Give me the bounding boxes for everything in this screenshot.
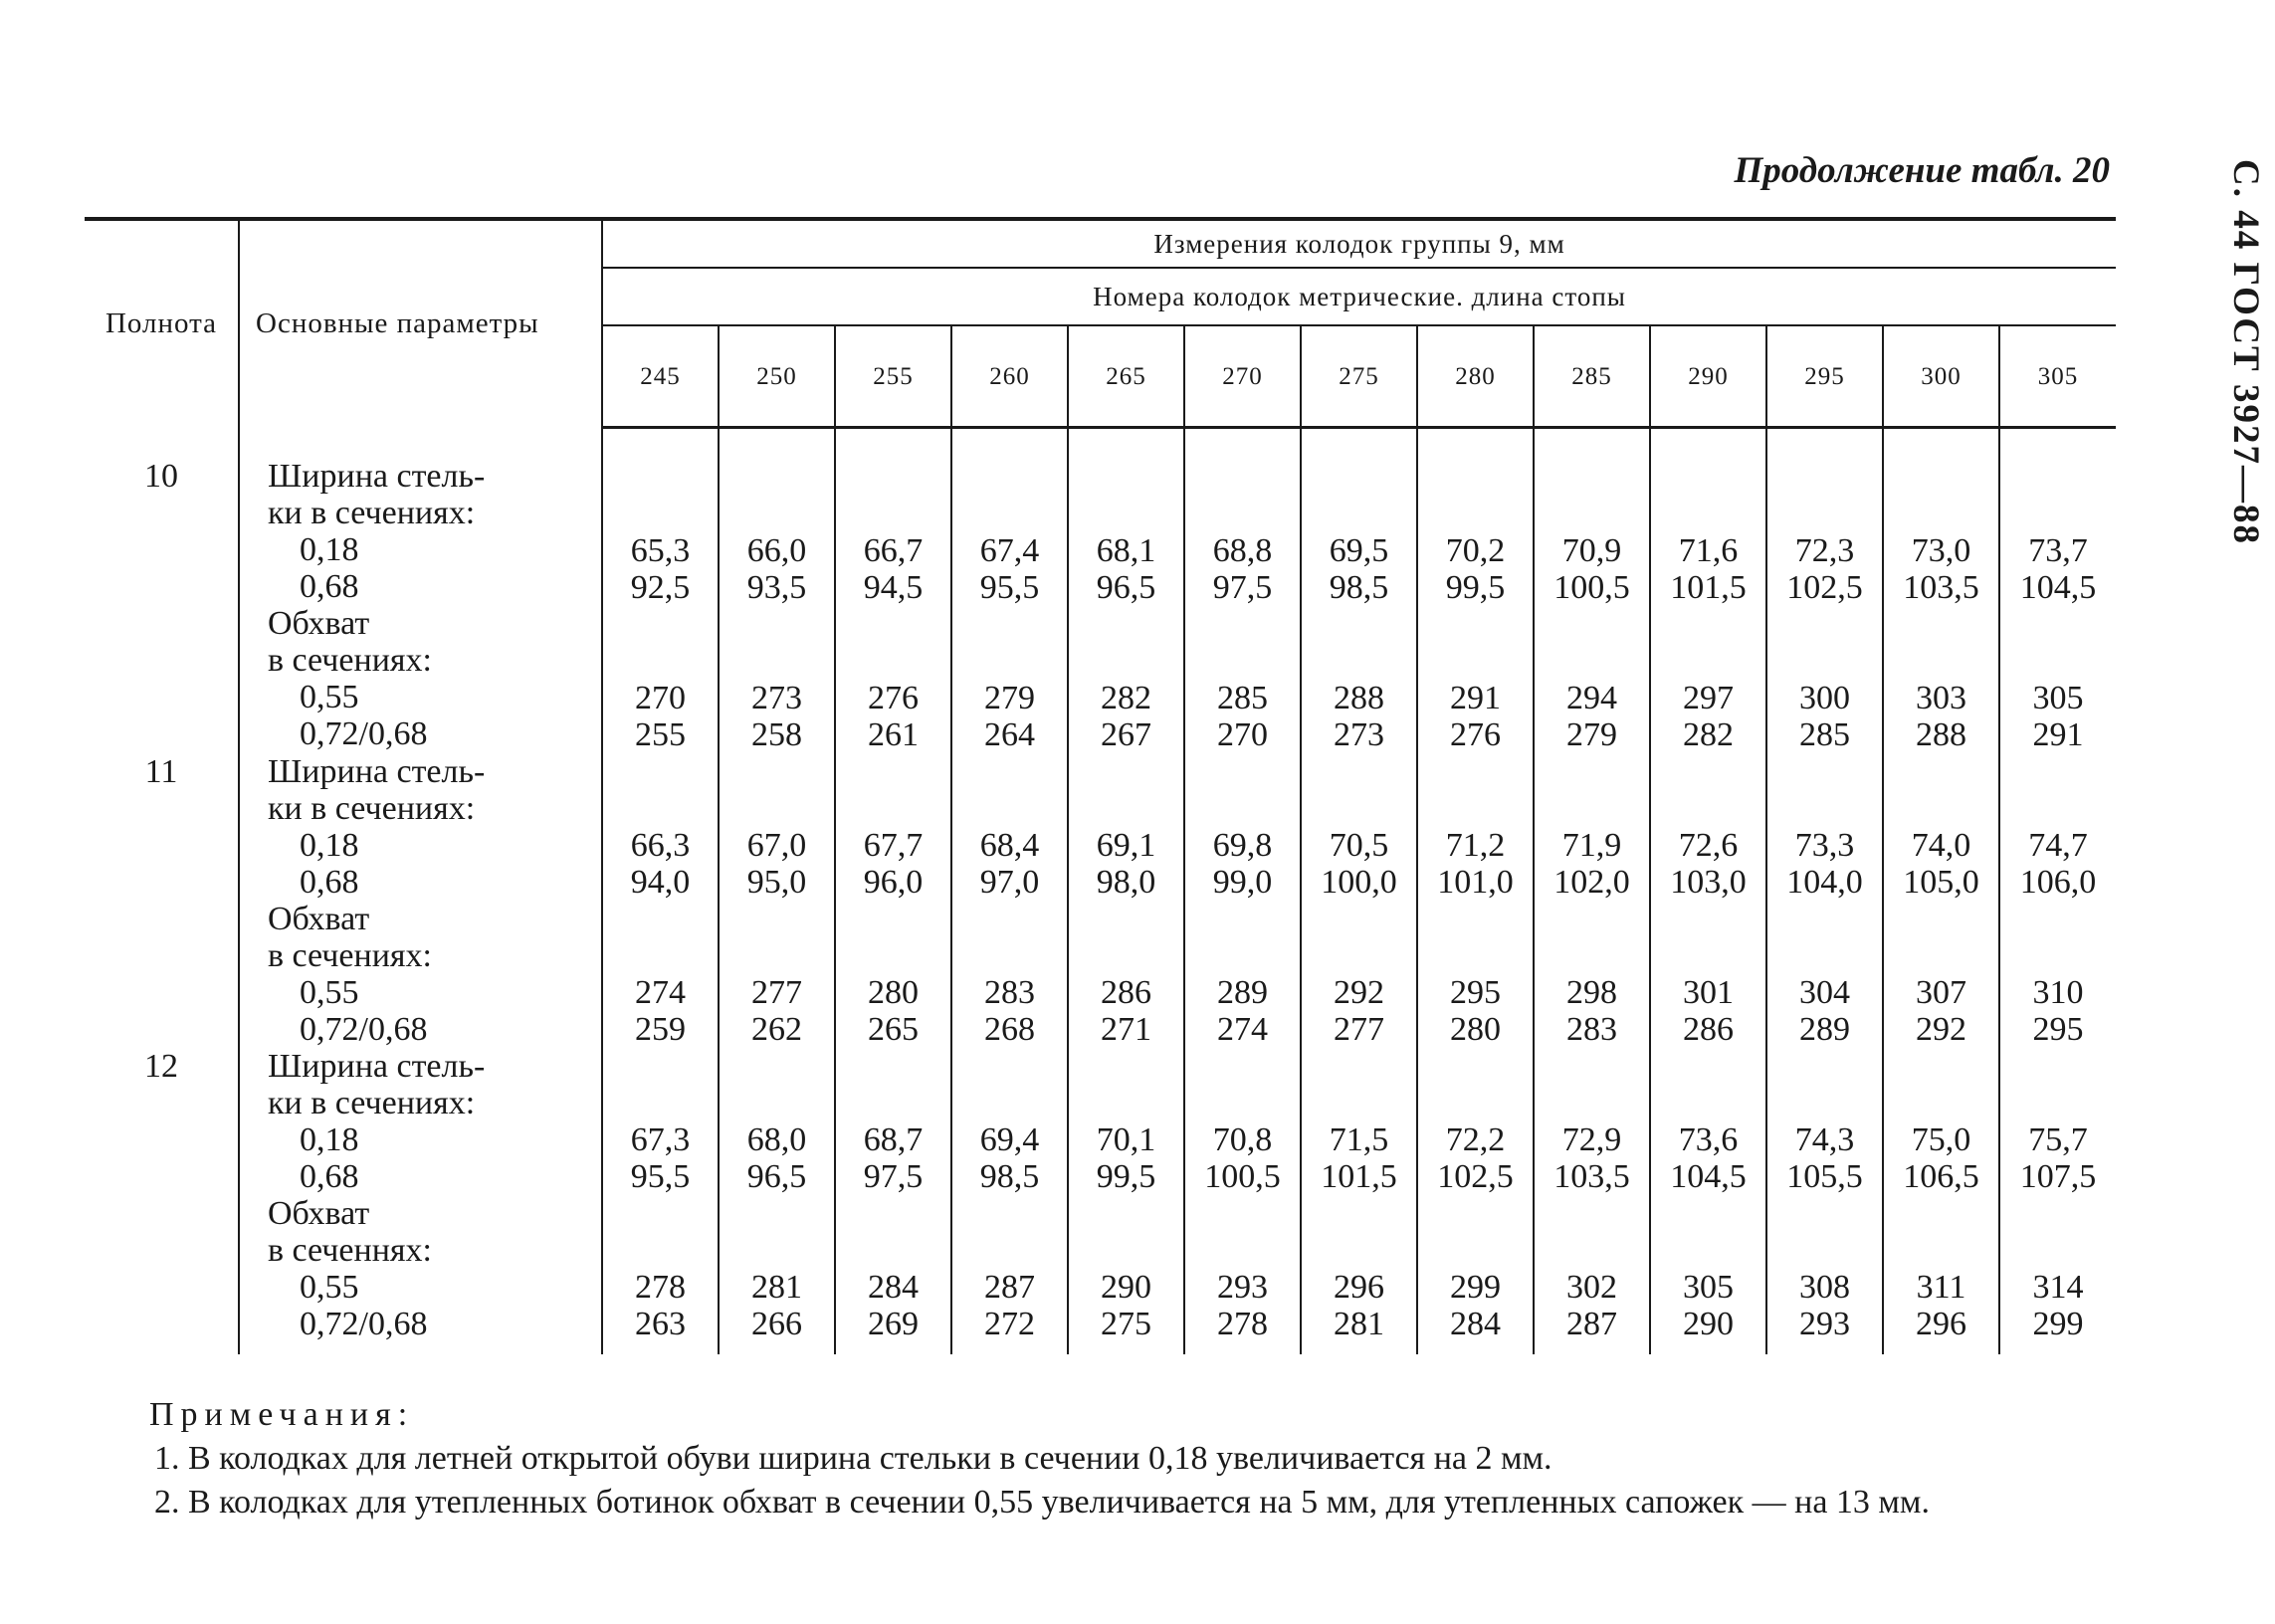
value: 93,5: [746, 569, 807, 606]
value-cell: [835, 753, 951, 1048]
value: 97,5: [863, 1158, 924, 1195]
param-line: ки в сечениях:: [268, 1085, 476, 1121]
value-cell: [1534, 753, 1650, 1048]
value: 270: [635, 680, 686, 716]
value: 71,5: [1329, 1121, 1389, 1158]
value-cell: [1999, 1048, 2116, 1354]
value: 268: [984, 1011, 1035, 1048]
value: 305: [1683, 1269, 1734, 1306]
value-cell: [1068, 753, 1184, 1048]
value: 259: [635, 1011, 686, 1048]
value: 303: [1916, 680, 1966, 716]
value: 106,5: [1903, 1158, 1979, 1195]
params-cell: [239, 428, 602, 754]
value: 282: [1101, 680, 1151, 716]
value: 72,6: [1678, 827, 1739, 864]
value: 291: [1450, 680, 1501, 716]
value: 292: [1334, 974, 1384, 1011]
value: 270: [1217, 716, 1268, 753]
value: 273: [751, 680, 802, 716]
value: 95,0: [746, 864, 807, 901]
value: 267: [1101, 716, 1151, 753]
value: 66,3: [630, 827, 691, 864]
table-row: [85, 753, 2116, 1048]
value: 262: [751, 1011, 802, 1048]
value: 96,5: [1096, 569, 1156, 606]
value: 98,5: [1329, 569, 1389, 606]
value: 95,5: [979, 569, 1040, 606]
param-line: в сеченнях:: [268, 1232, 432, 1269]
value-cell: [602, 1048, 719, 1354]
value: 310: [2032, 974, 2084, 1011]
value-cell: [719, 428, 835, 754]
value: 281: [1334, 1306, 1384, 1342]
value: 305: [2032, 680, 2084, 716]
value: 102,5: [1786, 569, 1863, 606]
value: 73,0: [1911, 532, 1971, 569]
header-numbers: Номера колодок метрические. длина стопы: [602, 268, 2116, 325]
size-header: 255: [835, 325, 951, 428]
size-header: 250: [719, 325, 835, 428]
note-1: 1. В колодках для летней открытой обуви ширина стельки в сечении 0,18 увеличивается на 2 мм.: [154, 1440, 1552, 1477]
param-line: 0,68: [300, 567, 359, 605]
value-cell: [835, 428, 951, 754]
param-line: Обхват: [268, 901, 370, 937]
param-line: Обхват: [268, 1195, 370, 1232]
value: 75,0: [1911, 1121, 1971, 1158]
size-header: 290: [1650, 325, 1766, 428]
size-header: 295: [1766, 325, 1883, 428]
value: 69,4: [979, 1121, 1040, 1158]
value: 296: [1334, 1269, 1384, 1306]
size-header: 305: [1999, 325, 2116, 428]
value: 73,7: [2028, 532, 2088, 569]
value-cell: [1417, 753, 1534, 1048]
value: 103,0: [1670, 864, 1747, 901]
value-cell: [951, 428, 1068, 754]
value: 266: [751, 1306, 802, 1342]
value: 308: [1799, 1269, 1850, 1306]
value: 258: [751, 716, 802, 753]
value: 276: [1450, 716, 1501, 753]
value: 297: [1683, 680, 1734, 716]
value: 99,5: [1445, 569, 1506, 606]
value: 74,7: [2028, 827, 2088, 864]
value: 304: [1799, 974, 1850, 1011]
value: 279: [984, 680, 1035, 716]
note-2: 2. В колодках для утепленных ботинок обхват в сечении 0,55 увеличивается на 5 мм, для утепленных сапожек — на 13 мм.: [154, 1484, 1930, 1521]
value: 72,2: [1445, 1121, 1506, 1158]
value: 102,0: [1553, 864, 1630, 901]
value-cell: [1534, 428, 1650, 754]
value: 92,5: [630, 569, 691, 606]
value: 102,5: [1437, 1158, 1514, 1195]
value: 101,5: [1670, 569, 1747, 606]
param-line: Обхват: [268, 604, 370, 642]
param-line: 0,72/0,68: [300, 1011, 428, 1048]
value-cell: [1301, 428, 1417, 754]
value: 264: [984, 716, 1035, 753]
value-cell: [1650, 1048, 1766, 1354]
param-line: Ширина стель-: [268, 1048, 486, 1085]
value: 107,5: [2019, 1158, 2097, 1195]
value: 100,5: [1553, 569, 1630, 606]
value: 295: [2032, 1011, 2084, 1048]
value: 277: [751, 974, 802, 1011]
value: 100,5: [1204, 1158, 1281, 1195]
value-cell: [602, 428, 719, 754]
value: 100,0: [1321, 864, 1397, 901]
table-row: [85, 1048, 2116, 1354]
polnota-cell: 12: [85, 1048, 239, 1354]
value: 298: [1566, 974, 1617, 1011]
value: 293: [1217, 1269, 1268, 1306]
measurements-table: [85, 217, 2116, 1354]
polnota-cell: 10: [85, 428, 239, 754]
value: 70,8: [1212, 1121, 1273, 1158]
param-line: 0,68: [300, 1158, 359, 1195]
value: 289: [1217, 974, 1268, 1011]
value: 292: [1916, 1011, 1966, 1048]
value: 68,0: [746, 1121, 807, 1158]
header-group: Измерения колодок группы 9, мм: [602, 219, 2116, 268]
value: 271: [1101, 1011, 1151, 1048]
param-line: 0,18: [300, 827, 359, 864]
value: 290: [1683, 1306, 1734, 1342]
value: 255: [635, 716, 686, 753]
value-cell: [1184, 428, 1301, 754]
value: 286: [1101, 974, 1151, 1011]
value: 280: [1450, 1011, 1501, 1048]
value: 67,7: [863, 827, 924, 864]
value: 97,0: [979, 864, 1040, 901]
value: 276: [868, 680, 919, 716]
size-header: 260: [951, 325, 1068, 428]
value: 278: [635, 1269, 686, 1306]
value-cell: [1999, 428, 2116, 754]
value: 70,2: [1445, 532, 1506, 569]
value: 279: [1566, 716, 1617, 753]
value-cell: [1301, 753, 1417, 1048]
value: 288: [1916, 716, 1966, 753]
running-head: С. 44 ГОСТ 3927—88: [2225, 159, 2266, 545]
value: 69,8: [1212, 827, 1273, 864]
value: 99,5: [1096, 1158, 1156, 1195]
value-cell: [1766, 753, 1883, 1048]
value: 290: [1101, 1269, 1151, 1306]
param-line: Ширина стель-: [268, 457, 486, 495]
value-cell: [1301, 1048, 1417, 1354]
value: 302: [1566, 1269, 1617, 1306]
value-cell: [719, 753, 835, 1048]
value: 278: [1217, 1306, 1268, 1342]
param-line: ки в сечениях:: [268, 790, 476, 827]
value-cell: [1883, 428, 1999, 754]
value: 103,5: [1903, 569, 1979, 606]
value: 282: [1683, 716, 1734, 753]
value: 283: [1566, 1011, 1617, 1048]
value: 101,0: [1437, 864, 1514, 901]
value: 286: [1683, 1011, 1734, 1048]
value: 106,0: [2019, 864, 2097, 901]
value-cell: [1417, 428, 1534, 754]
value: 288: [1334, 680, 1384, 716]
params-cell: [239, 1048, 602, 1354]
value-cell: [1534, 1048, 1650, 1354]
size-header: 265: [1068, 325, 1184, 428]
value: 274: [1217, 1011, 1268, 1048]
value: 71,9: [1561, 827, 1622, 864]
value: 73,3: [1794, 827, 1855, 864]
value: 104,5: [2019, 569, 2097, 606]
value: 70,5: [1329, 827, 1389, 864]
param-line: 0,18: [300, 530, 359, 568]
value: 68,8: [1212, 532, 1273, 569]
size-header: 245: [602, 325, 719, 428]
value: 289: [1799, 1011, 1850, 1048]
value: 94,0: [630, 864, 691, 901]
value: 295: [1450, 974, 1501, 1011]
size-header: 285: [1534, 325, 1650, 428]
value: 66,0: [746, 532, 807, 569]
value-cell: [951, 1048, 1068, 1354]
value: 97,5: [1212, 569, 1273, 606]
value: 68,4: [979, 827, 1040, 864]
value: 314: [2032, 1269, 2084, 1306]
params-cell: [239, 753, 602, 1048]
size-header: 275: [1301, 325, 1417, 428]
value: 273: [1334, 716, 1384, 753]
value: 70,9: [1561, 532, 1622, 569]
value-cell: [1999, 753, 2116, 1048]
value-cell: [835, 1048, 951, 1354]
value: 311: [1916, 1269, 1966, 1306]
size-header: 280: [1417, 325, 1534, 428]
value: 70,1: [1096, 1121, 1156, 1158]
param-line: 0,72/0,68: [300, 1306, 428, 1342]
value: 104,5: [1670, 1158, 1747, 1195]
param-line: 0,72/0,68: [300, 714, 428, 752]
param-line: в сечениях:: [268, 937, 432, 974]
value: 103,5: [1553, 1158, 1630, 1195]
value: 72,3: [1794, 532, 1855, 569]
value-cell: [1883, 1048, 1999, 1354]
value: 74,3: [1794, 1121, 1855, 1158]
value-cell: [602, 753, 719, 1048]
notes-title: Примечания:: [149, 1396, 415, 1433]
value: 68,1: [1096, 532, 1156, 569]
value: 293: [1799, 1306, 1850, 1342]
param-line: Ширина стель-: [268, 753, 486, 790]
value: 105,5: [1786, 1158, 1863, 1195]
value: 71,2: [1445, 827, 1506, 864]
value: 272: [984, 1306, 1035, 1342]
value: 105,0: [1903, 864, 1979, 901]
param-line: 0,55: [300, 678, 359, 715]
value: 69,5: [1329, 532, 1389, 569]
value: 283: [984, 974, 1035, 1011]
size-header: 270: [1184, 325, 1301, 428]
param-line: 0,68: [300, 864, 359, 901]
value-cell: [1068, 428, 1184, 754]
value: 69,1: [1096, 827, 1156, 864]
value: 291: [2032, 716, 2084, 753]
value: 284: [868, 1269, 919, 1306]
value: 96,5: [746, 1158, 807, 1195]
value: 104,0: [1786, 864, 1863, 901]
value: 301: [1683, 974, 1734, 1011]
value: 299: [1450, 1269, 1501, 1306]
value: 269: [868, 1306, 919, 1342]
value-cell: [1650, 753, 1766, 1048]
value: 67,3: [630, 1121, 691, 1158]
value: 65,3: [630, 532, 691, 569]
notes: [85, 1393, 2115, 1524]
value: 265: [868, 1011, 919, 1048]
value: 96,0: [863, 864, 924, 901]
value-cell: [1184, 753, 1301, 1048]
param-line: 0,55: [300, 1269, 359, 1306]
header-params: Основные параметры: [239, 219, 602, 428]
value: 98,0: [1096, 864, 1156, 901]
value: 284: [1450, 1306, 1501, 1342]
value-cell: [1650, 428, 1766, 754]
value: 277: [1334, 1011, 1384, 1048]
value: 281: [751, 1269, 802, 1306]
table-row: [85, 428, 2116, 754]
value: 75,7: [2028, 1121, 2088, 1158]
value: 287: [984, 1269, 1035, 1306]
value: 66,7: [863, 532, 924, 569]
value: 98,5: [979, 1158, 1040, 1195]
value: 296: [1916, 1306, 1966, 1342]
value: 261: [868, 716, 919, 753]
value: 280: [868, 974, 919, 1011]
value: 274: [635, 974, 686, 1011]
value: 74,0: [1911, 827, 1971, 864]
value-cell: [1766, 428, 1883, 754]
value: 73,6: [1678, 1121, 1739, 1158]
value: 67,0: [746, 827, 807, 864]
value: 300: [1799, 680, 1850, 716]
value: 299: [2032, 1306, 2084, 1342]
value: 101,5: [1321, 1158, 1397, 1195]
value: 71,6: [1678, 532, 1739, 569]
value-cell: [1883, 753, 1999, 1048]
value-cell: [1766, 1048, 1883, 1354]
value: 263: [635, 1306, 686, 1342]
value-cell: [1068, 1048, 1184, 1354]
value: 294: [1566, 680, 1617, 716]
value: 94,5: [863, 569, 924, 606]
value-cell: [951, 753, 1068, 1048]
value-cell: [719, 1048, 835, 1354]
value: 72,9: [1561, 1121, 1622, 1158]
param-line: в сечениях:: [268, 641, 432, 679]
value: 275: [1101, 1306, 1151, 1342]
value: 285: [1217, 680, 1268, 716]
value: 307: [1916, 974, 1966, 1011]
value: 67,4: [979, 532, 1040, 569]
value-cell: [1417, 1048, 1534, 1354]
value: 287: [1566, 1306, 1617, 1342]
polnota-cell: 11: [85, 753, 239, 1048]
value: 95,5: [630, 1158, 691, 1195]
value: 99,0: [1212, 864, 1273, 901]
value-cell: [1184, 1048, 1301, 1354]
size-header: 300: [1883, 325, 1999, 428]
value: 285: [1799, 716, 1850, 753]
param-line: 0,55: [300, 974, 359, 1011]
value: 68,7: [863, 1121, 924, 1158]
header-polnota: Полнота: [85, 219, 239, 428]
param-line: 0,18: [300, 1121, 359, 1158]
table-caption: Продолжение табл. 20: [1734, 150, 2110, 191]
param-line: ки в сечениях:: [268, 494, 476, 531]
